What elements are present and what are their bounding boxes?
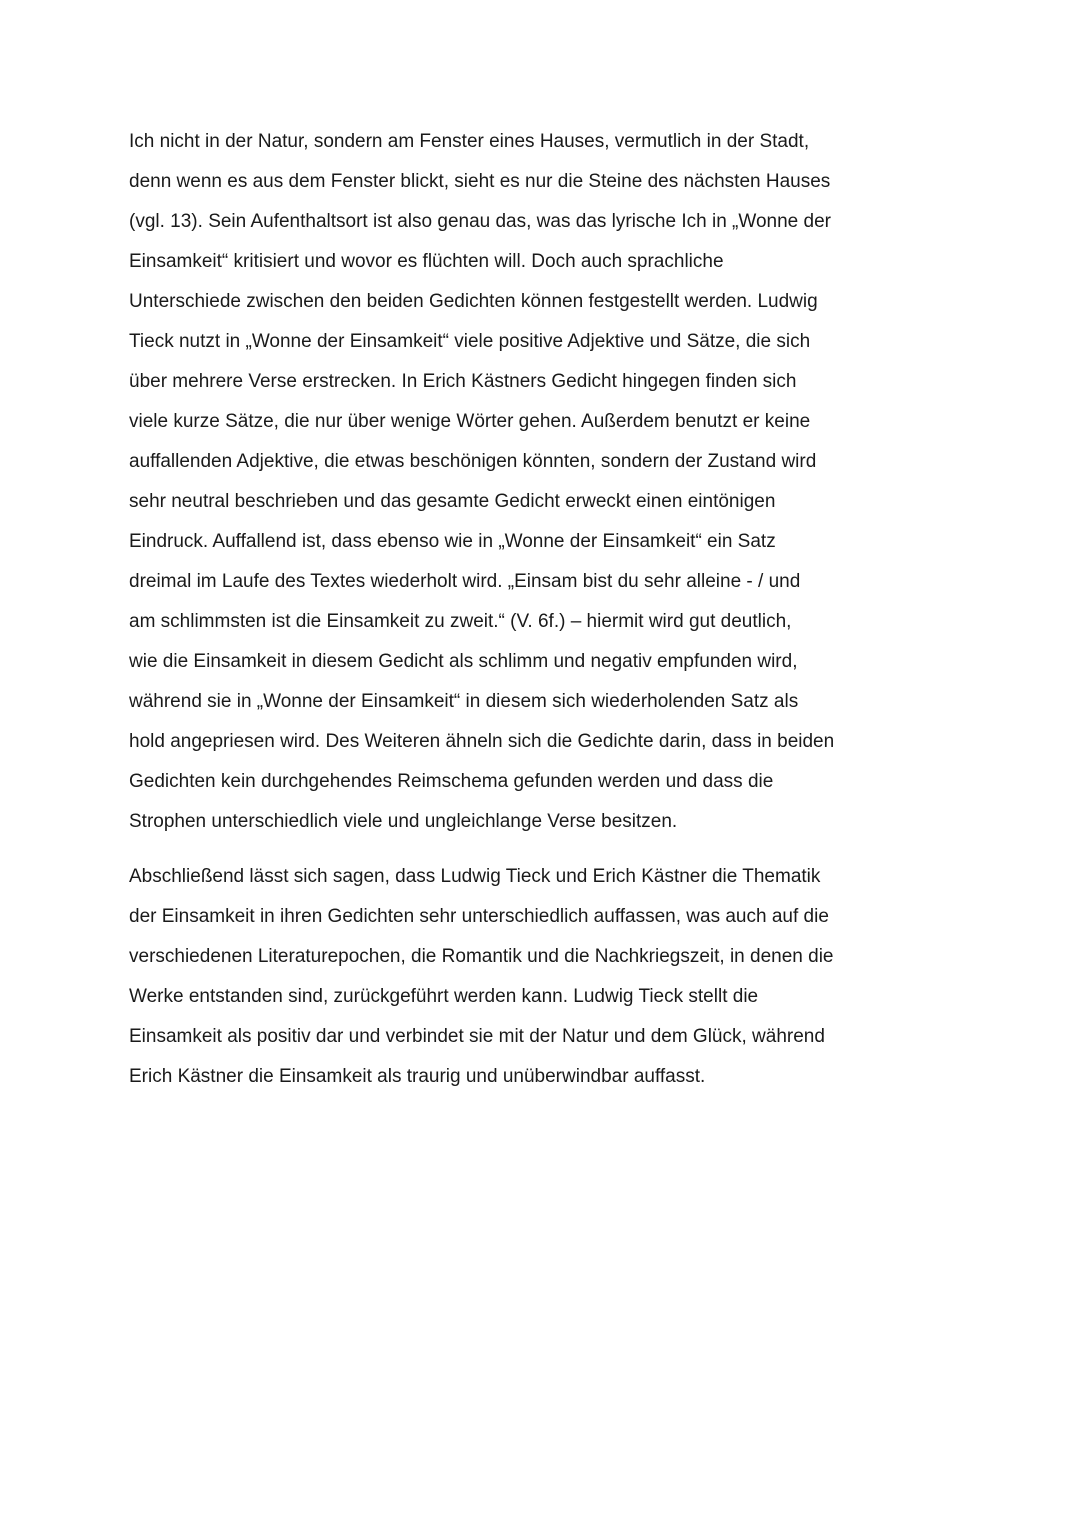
text-line: hold angepriesen wird. Des Weiteren ähneln sich die Gedichte darin, dass in beiden (129, 731, 835, 752)
text-line: Einsamkeit“ kritisiert und wovor es flüchten will. Doch auch sprachliche (129, 251, 724, 272)
text-line: wie die Einsamkeit in diesem Gedicht als schlimm und negativ empfunden wird, (129, 651, 798, 672)
text-line: Abschließend lässt sich sagen, dass Ludwig Tieck und Erich Kästner die Thematik (129, 866, 821, 887)
text-line: Strophen unterschiedlich viele und ungleichlange Verse besitzen. (129, 811, 678, 832)
text-line: Ich nicht in der Natur, sondern am Fenster eines Hauses, vermutlich in der Stadt, (129, 131, 810, 152)
text-line: während sie in „Wonne der Einsamkeit“ in diesem sich wiederholenden Satz als (129, 691, 799, 712)
conclusion-paragraph (129, 857, 889, 1097)
text-line: Einsamkeit als positiv dar und verbindet sie mit der Natur und dem Glück, während (129, 1026, 825, 1047)
text-line: über mehrere Verse erstrecken. In Erich Kästners Gedicht hingegen finden sich (129, 371, 797, 392)
text-line: am schlimmsten ist die Einsamkeit zu zweit.“ (V. 6f.) – hiermit wird gut deutlich, (129, 611, 792, 632)
text-line: Eindruck. Auffallend ist, dass ebenso wie in „Wonne der Einsamkeit“ ein Satz (129, 531, 776, 552)
text-line: auffallenden Adjektive, die etwas beschönigen könnten, sondern der Zustand wird (129, 451, 817, 472)
body-paragraph (129, 122, 889, 842)
text-line: denn wenn es aus dem Fenster blickt, sieht es nur die Steine des nächsten Hauses (129, 171, 831, 192)
text-line: der Einsamkeit in ihren Gedichten sehr unterschiedlich auffassen, was auch auf die (129, 906, 829, 927)
text-line: sehr neutral beschrieben und das gesamte Gedicht erweckt einen eintönigen (129, 491, 776, 512)
text-line: verschiedenen Literaturepochen, die Romantik und die Nachkriegszeit, in denen die (129, 946, 834, 967)
text-line: Gedichten kein durchgehendes Reimschema gefunden werden und dass die (129, 771, 774, 792)
text-line: viele kurze Sätze, die nur über wenige Wörter gehen. Außerdem benutzt er keine (129, 411, 811, 432)
text-line: Unterschiede zwischen den beiden Gedichten können festgestellt werden. Ludwig (129, 291, 818, 312)
text-line: (vgl. 13). Sein Aufenthaltsort ist also genau das, was das lyrische Ich in „Wonne der (129, 211, 831, 232)
text-line: dreimal im Laufe des Textes wiederholt wird. „Einsam bist du sehr alleine - / und (129, 571, 801, 592)
text-line: Werke entstanden sind, zurückgeführt werden kann. Ludwig Tieck stellt die (129, 986, 759, 1007)
text-line: Tieck nutzt in „Wonne der Einsamkeit“ viele positive Adjektive und Sätze, die sich (129, 331, 811, 352)
text-line: Erich Kästner die Einsamkeit als traurig und unüberwindbar auffasst. (129, 1066, 706, 1087)
